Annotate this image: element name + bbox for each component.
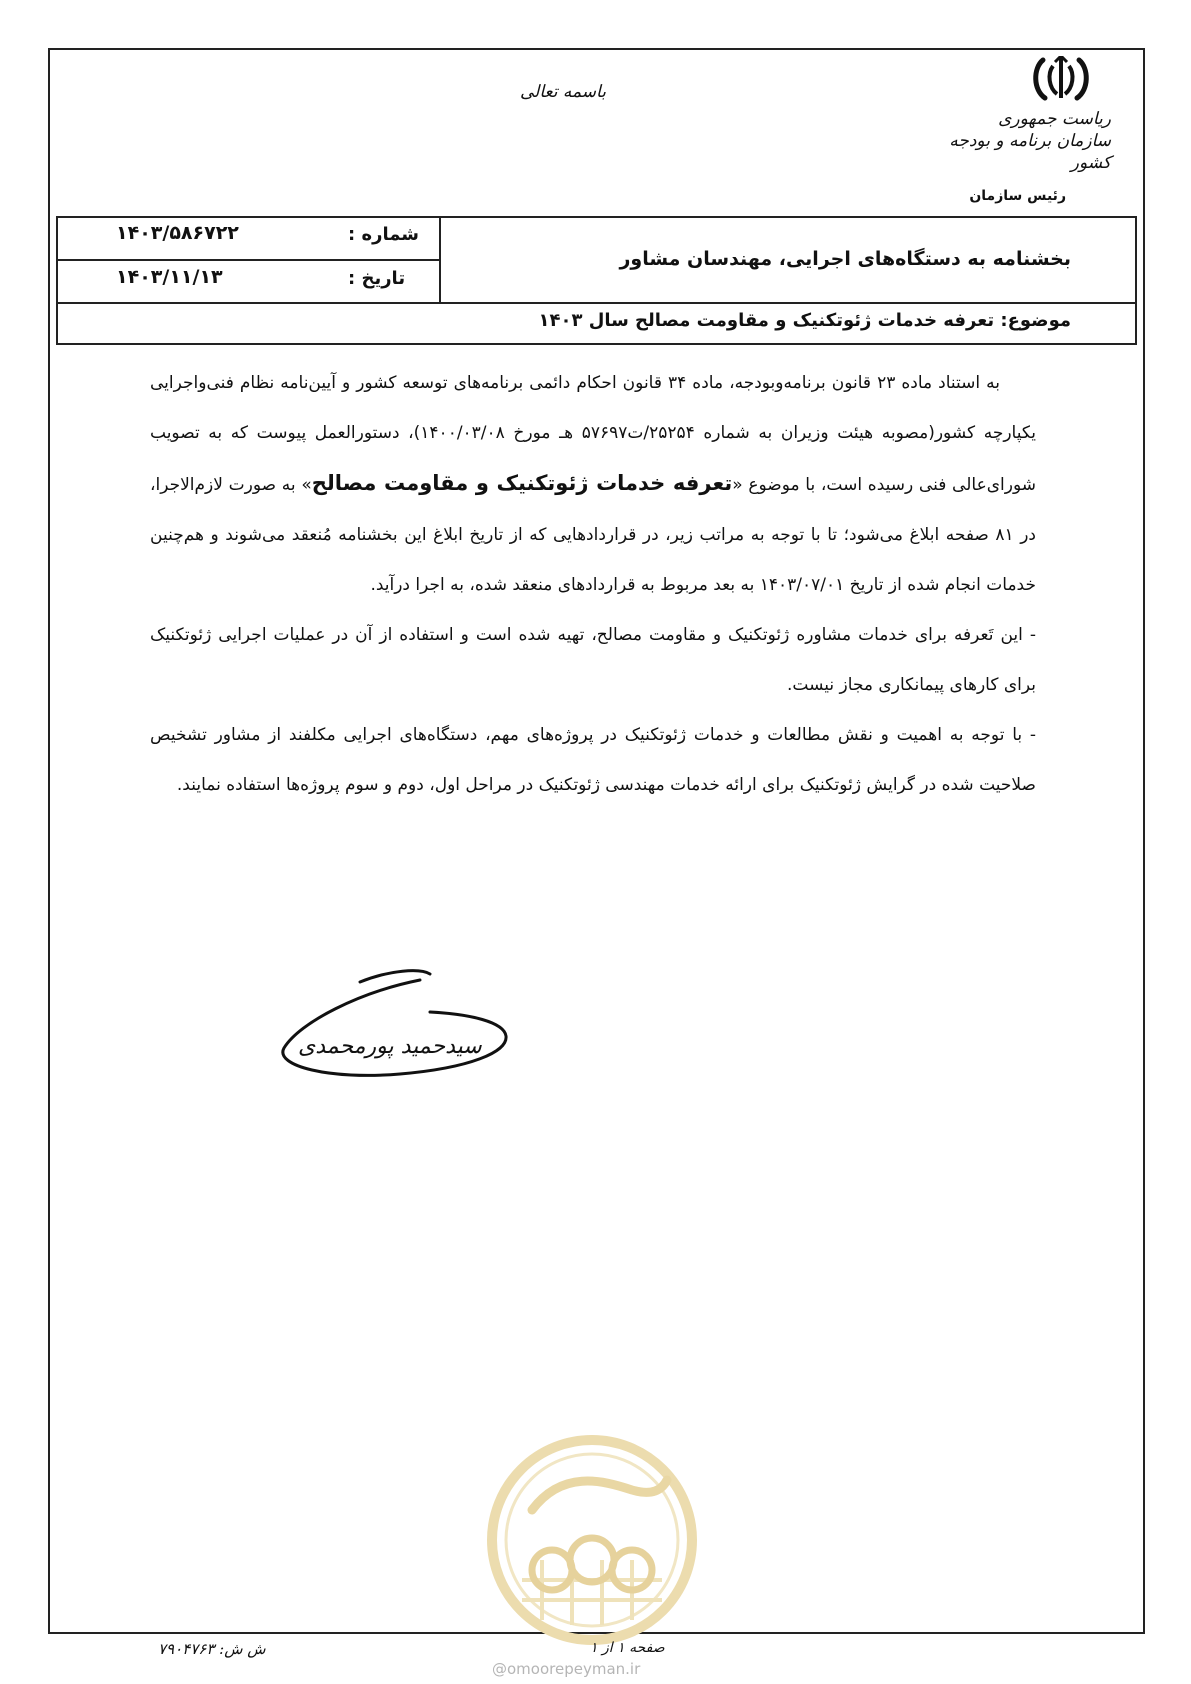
org-line-presidency: ریاست جمهوری	[998, 109, 1111, 129]
number-value: ۱۴۰۳/۵۸۶۷۲۲	[116, 222, 239, 244]
letter-body	[150, 358, 1036, 810]
iran-emblem-icon	[1031, 56, 1091, 102]
body-paragraph-1	[150, 358, 1036, 610]
invocation: باسمه تعالی	[520, 82, 606, 102]
recipients: بخشنامه به دستگاه‌های اجرایی، مهندسان مشاور	[619, 248, 1071, 270]
omoorepeyman-seal-icon	[482, 1430, 702, 1650]
footer-reference: ش ش: ۷۹۰۴۷۶۳	[158, 1640, 266, 1658]
signature-stroke	[270, 962, 520, 1082]
footer-site-link[interactable]: @omoorepeyman.ir	[492, 1660, 641, 1678]
org-chief-title: رئیس سازمان	[969, 188, 1066, 204]
body-p1-bold: تعرفه خدمات ژئوتکنیک و مقاومت مصالح	[311, 471, 733, 495]
body-p1-before: به استناد ماده ۲۳ قانون برنامه‌وبودجه، ماده ۳۴ قانون احکام دائمی برنامه‌های توسعه کشور و آیین‌نامه نظام فنی‌واجرایی یکپارچه کشور(مصوبه هیئت وزیران به شماره ۲۵۲۵۴/ت۵۷۶۹۷ هـ مورخ ۱۴۰۰/۰۳/۰۸)، دستورالعمل پیوست که به تصویب شورای‌عالی فنی رسیده است، با موضوع «	[150, 373, 1036, 495]
organization-name	[911, 108, 1111, 174]
meta-divider-subject	[58, 302, 1135, 304]
signatory-name: سیدحمید پورمحمدی	[298, 1034, 482, 1059]
body-p1-after: » به صورت لازم‌الاجرا، در ۸۱ صفحه ابلاغ می‌شود؛ تا با توجه به مراتب زیر، در قراردادهایی که از تاریخ ابلاغ این بخشنامه مُنعقد می‌شوند و هم‌چنین خدمات انجام شده از تاریخ ۱۴۰۳/۰۷/۰۱ به بعد مربوط به قراردادهای منعقد شده، به اجرا درآید.	[150, 475, 1036, 595]
body-paragraph-2: - این تَعرفه برای خدمات مشاوره ژئوتکنیک و مقاومت مصالح، تهیه شده است و استفاده از آن در عملیات اجرایی ژئوتکنیک برای کارهای پیمانکاری مجاز نیست.	[150, 625, 1036, 695]
footer-page-number: صفحه ۱ از ۱	[590, 1640, 665, 1656]
body-paragraph-3: - با توجه به اهمیت و نقش مطالعات و خدمات ژئوتکنیک در پروژه‌های مهم، دستگاه‌های اجرایی مکلفند از مشاور تشخیص صلاحیت شده در گرایش ژئوتکنیک برای ارائه خدمات مهندسی ژئوتکنیک در مراحل اول، دوم و سوم پروژه‌ها استفاده نمایند.	[150, 725, 1036, 795]
number-label: شماره :	[348, 224, 419, 245]
date-label: تاریخ :	[348, 268, 406, 289]
subject-line: موضوع: تعرفه خدمات ژئوتکنیک و مقاومت مصالح سال ۱۴۰۳	[538, 310, 1071, 331]
org-line-budget-org: سازمان برنامه و بودجه کشور	[949, 131, 1111, 173]
date-value: ۱۴۰۳/۱۱/۱۳	[116, 266, 223, 288]
meta-divider-number-date	[58, 259, 440, 261]
